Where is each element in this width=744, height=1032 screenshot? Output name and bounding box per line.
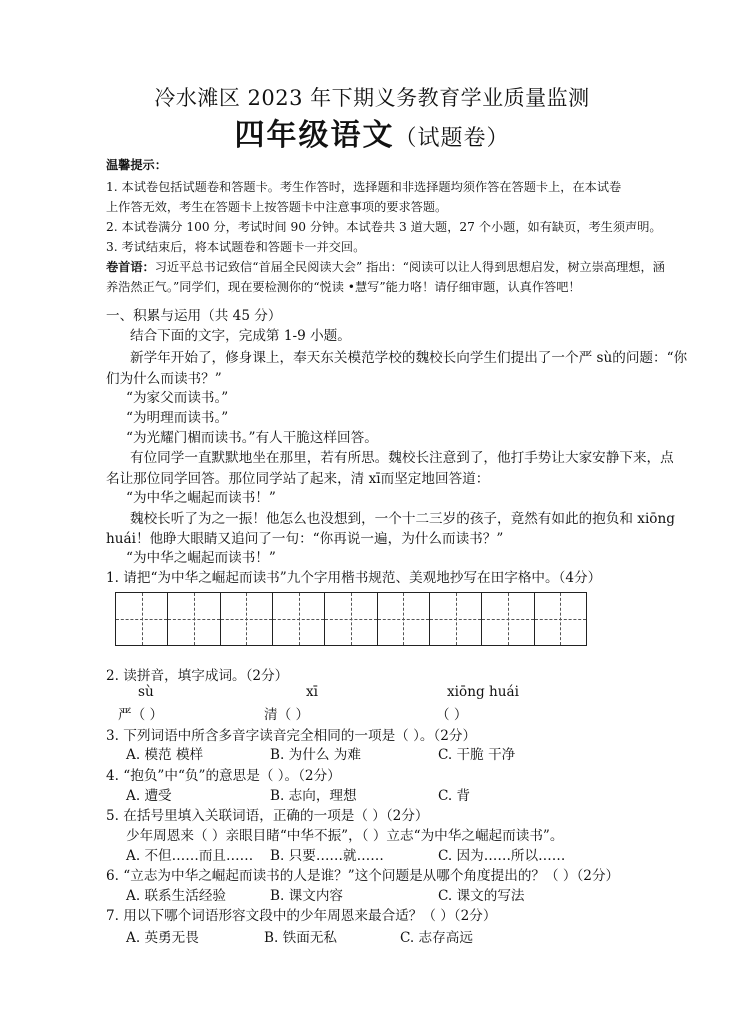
q5-sentence: 少年周恩来（ ）亲眼目睹“中华不振”，（ ）立志“为中华之崛起而读书”。: [126, 828, 564, 844]
passage-p3a: 魏校长听了为之一振！他怎么也没想到，一个十二三岁的孩子，竟然有如此的抱负和 xiōng: [130, 511, 675, 527]
tip-line-2: 上作答无效，考生在答题卡上按答题卡中注意事项的要求答题。: [106, 200, 448, 214]
grid-cell: [221, 593, 273, 645]
passage-quote-4: “为中华之崛起而读书！”: [126, 490, 276, 506]
q2-pinyin-3: xiōng huái: [447, 684, 519, 700]
q7-option-b: B. 铁面无私: [264, 930, 338, 946]
passage-p2b: 名让那位同学回答。那位同学站了起来，清 xī而坚定地回答道：: [106, 471, 490, 487]
q7-option-c: C. 志存高远: [400, 930, 473, 946]
exam-title: [0, 110, 744, 154]
section1-intro: 结合下面的文字，完成第 1-9 小题。: [130, 328, 351, 344]
passage-quote-2: “为明理而读书。”: [126, 410, 229, 426]
question-1: 1. 请把“为中华之崛起而读书”九个字用楷书规范、美观地抄写在田字格中。（4分）: [106, 570, 602, 586]
passage-quote-1: “为家父而读书。”: [126, 390, 229, 406]
q3-option-b: B. 为什么 为难: [270, 747, 361, 763]
q2-blank-3: （ ）: [436, 707, 468, 723]
q6-option-a: A. 联系生活经验: [126, 888, 227, 904]
grid-cell: [168, 593, 220, 645]
preface-text-1: 习近平总书记致信“首届全民阅读大会” 指出：“阅读可以让人得到思想启发，树立崇高理想，涵: [154, 260, 665, 274]
grid-cell: [430, 593, 482, 645]
preface-label: 卷首语：: [106, 260, 155, 274]
grid-cell: [482, 593, 534, 645]
q4-option-c: C. 背: [438, 788, 471, 804]
grid-cell: [116, 593, 168, 645]
q5-option-c: C. 因为……所以……: [438, 848, 566, 864]
q5-option-a: A. 不但……而且……: [126, 848, 254, 864]
grid-cell: [325, 593, 377, 645]
question-4: 4. “抱负”中“负”的意思是（ ）。（2分）: [106, 768, 341, 784]
q3-option-c: C. 干脆 干净: [438, 747, 516, 763]
exam-title-main: 四年级语文: [234, 118, 395, 153]
passage-p1b: 们为什么而读书？”: [106, 371, 222, 387]
grid-cell: [378, 593, 430, 645]
passage-p1a: 新学年开始了，修身课上，奉天东关模范学校的魏校长向学生们提出了一个严 sù的问题：“你: [130, 350, 688, 366]
q2-blank-1: 严（ ）: [118, 707, 164, 723]
exam-title-line1: 冷水滩区 2023 年下期义务教育学业质量监测: [154, 86, 590, 110]
q5-option-b: B. 只要……就……: [270, 848, 384, 864]
question-2: 2. 读拼音，填字成词。（2分）: [106, 668, 289, 684]
tip-line-1: 1. 本试卷包括试题卷和答题卡。考生作答时，选择题和非选择题均须作答在答题卡上，在本试卷: [106, 180, 622, 194]
question-5: 5. 在括号里填入关联词语，正确的一项是（ ）（2分）: [106, 808, 429, 824]
q7-option-a: A. 英勇无畏: [126, 930, 199, 946]
q2-pinyin-1: sù: [138, 684, 154, 700]
passage-p3b: huái！他睁大眼睛又追问了一句：“你再说一遍，为什么而读书？”: [106, 531, 504, 547]
q6-option-c: C. 课文的写法: [438, 888, 525, 904]
tianzige-grid: [115, 592, 587, 646]
question-6: 6. “立志为中华之崛起而读书的人是谁？”这个问题是从哪个角度提出的？（ ）（2分）: [106, 868, 620, 884]
tip-line-4: 3. 考试结束后，将本试题卷和答题卡一并交回。: [106, 240, 366, 254]
q2-blank-2: 清（ ）: [264, 707, 310, 723]
question-3: 3. 下列词语中所含多音字读音完全相同的一项是（ ）。（2分）: [106, 728, 477, 744]
exam-title-sub: （试题卷）: [394, 126, 510, 151]
q3-option-a: A. 模范 模样: [126, 747, 204, 763]
passage-quote-5: “为中华之崛起而读书！”: [126, 550, 276, 566]
passage-p2a: 有位同学一直默默地坐在那里，若有所思。魏校长注意到了，他打手势让大家安静下来，点: [130, 450, 674, 466]
q6-option-b: B. 课文内容: [270, 888, 344, 904]
q4-option-a: A. 遭受: [126, 788, 172, 804]
tip-line-3: 2. 本试卷满分 100 分，考试时间 90 分钟。本试卷共 3 道大题，27 个小题，如有缺页，考生须声明。: [106, 220, 662, 234]
grid-cell: [535, 593, 586, 645]
grid-cell: [273, 593, 325, 645]
preface-line-2: 养浩然正气。”同学们，现在要检测你的“悦读 •慧写”能力咯！请仔细审题，认真作答吧！: [106, 280, 581, 294]
q2-pinyin-2: xī: [306, 684, 319, 700]
preface-line-1: [106, 256, 665, 278]
passage-quote-3: “为光耀门楣而读书。”有人干脆这样回答。: [126, 430, 378, 446]
section1-heading: 一、积累与运用（共 45 分）: [106, 308, 282, 324]
q4-option-b: B. 志向，理想: [270, 788, 357, 804]
question-7: 7. 用以下哪个词语形容文段中的少年周恩来最合适？（ ）（2分）: [106, 908, 497, 924]
tips-heading: 温馨提示：: [106, 158, 167, 172]
